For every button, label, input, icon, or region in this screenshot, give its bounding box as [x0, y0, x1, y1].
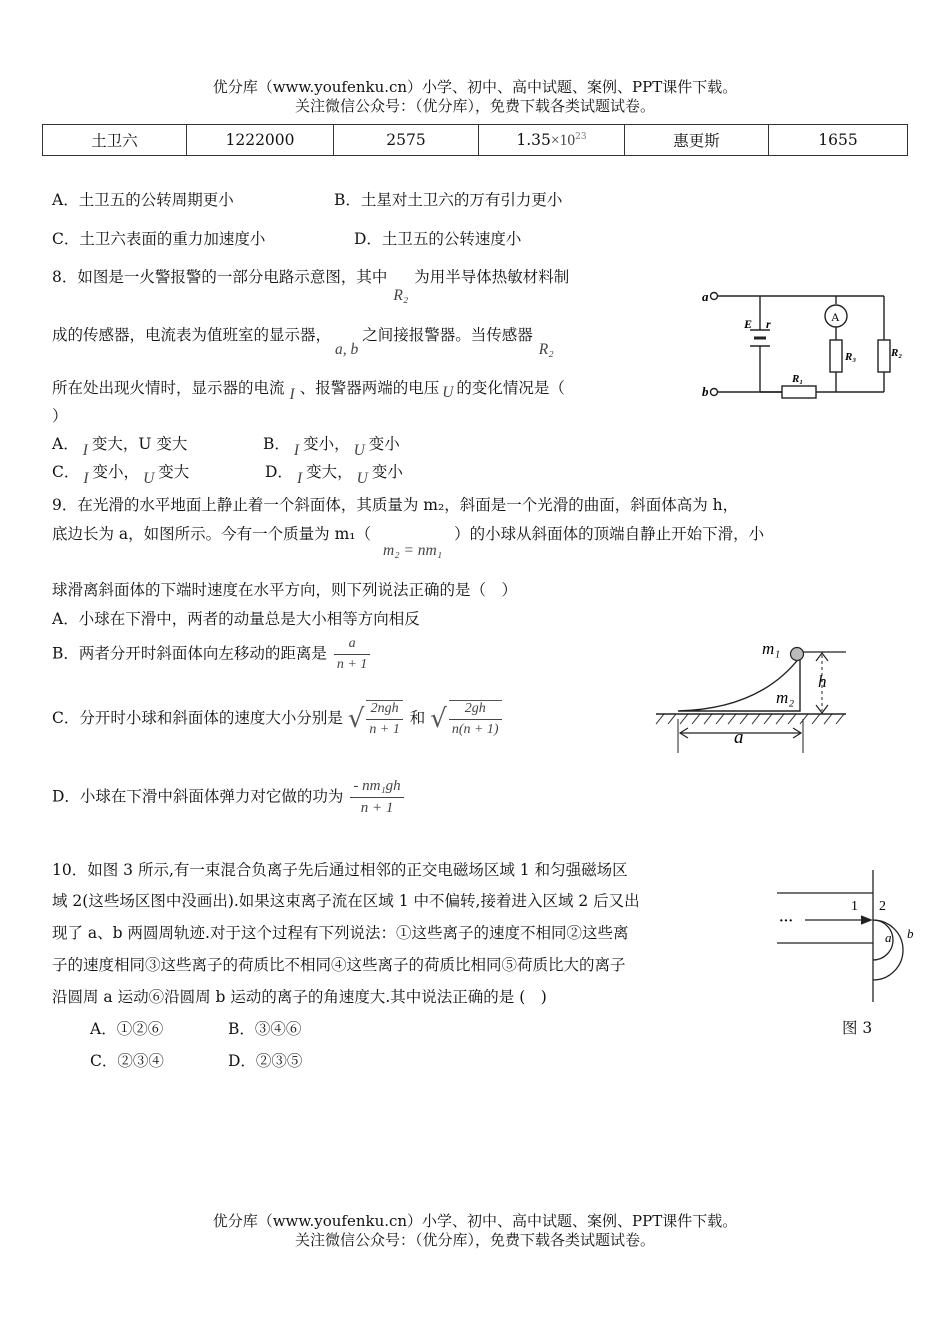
q8-line-1: 8．如图是一火警报警的一部分电路示意图，其中R₂为用半导体热敏材料制 — [52, 268, 570, 304]
m2-label: m₂ — [776, 688, 795, 707]
track-b-label: b — [907, 926, 914, 941]
header-line-2: 关注微信公众号：（优分库），免费下载各类试题试卷。 — [294, 97, 655, 115]
q8-option-d: D． I 变大， U 变小 — [265, 463, 403, 487]
fraction: $\frac{\text{2ngh}}{n + 1}$ — [366, 700, 402, 738]
q10-option-b: B．③④⑥ — [228, 1020, 302, 1038]
q10-line-2: 域 2(这些场区图中没画出).如果这束离子流在区域 1 中不偏转,接着进入区域 2 后又出 — [52, 892, 640, 910]
r2-label: R₂ — [891, 347, 903, 359]
fraction: $\frac{\text{- nm₁gh}}{n + 1}$ — [350, 778, 403, 817]
q8-line-4: ） — [52, 407, 68, 425]
q9-line-2: 底边长为 a，如图所示。今有一个质量为 m₁（m₂ = nm₁）的小球从斜面体的顶端自静止开始下滑，小 — [52, 525, 765, 559]
m1-label: m₁ — [762, 639, 781, 658]
terminal-a-label: a — [702, 289, 709, 304]
q9-line-3: 球滑离斜面体的下端时速度在水平方向，则下列说法正确的是（ ） — [52, 581, 518, 599]
q9-option-d: D．小球在下滑中斜面体弹力对它做的功为 $\frac{\text{- nm₁gh}}{n + 1}$ — [52, 778, 406, 817]
track-a-label: a — [885, 930, 892, 945]
q8-line-3: 所在处出现火情时，显示器的电流 I 、报警器两端的电压 U 的变化情况是（ — [52, 379, 565, 403]
q7-option-b: B．土星对土卫六的万有引力更小 — [334, 191, 563, 209]
r3-label: R₃ — [845, 351, 857, 363]
ion-track-figure — [775, 868, 925, 1008]
table-row — [43, 125, 908, 156]
footer-line-1: 优分库（www.youfenku.cn）小学、初中、高中试题、案例、PPT课件下载。 — [212, 1212, 738, 1230]
table-cell-mass: $1.35\times 10^{23}$ — [479, 125, 625, 156]
emf-label: E — [744, 317, 753, 331]
q7-option-c: C．土卫六表面的重力加速度小 — [52, 230, 266, 248]
table-cell: 1655 — [769, 125, 908, 156]
q7-option-a: A．土卫五的公转周期更小 — [52, 191, 234, 209]
q10-line-3: 现了 a、b 两圆周轨迹.对于这个过程有下列说法：①这些离子的速度不相同②这些离 — [52, 924, 629, 942]
q8-line-2: 成的传感器，电流表为值班室的显示器，a, b之间接报警器。当传感器R₂ — [52, 326, 554, 358]
ion-beam-dots: ··· — [779, 914, 794, 929]
table-cell: 惠更斯 — [625, 125, 769, 156]
circuit-diagram — [700, 282, 903, 407]
q10-line-5: 沿圆周 a 运动⑥沿圆周 b 运动的离子的角速度大.其中说法正确的是 ( ) — [52, 988, 547, 1006]
region-1-label: 1 — [851, 899, 858, 914]
q10-option-a: A．①②⑥ — [90, 1020, 164, 1038]
page-footer — [0, 1212, 950, 1250]
q10-line-4: 子的速度相同③这些离子的荷质比不相同④这些离子的荷质比相同⑤荷质比大的离子 — [52, 956, 626, 974]
q10-line-1: 10．如图 3 所示,有一束混合负离子先后通过相邻的正交电磁场区域 1 和匀强磁场区 — [52, 861, 628, 879]
table-cell: 2575 — [334, 125, 479, 156]
satellite-table — [42, 124, 908, 156]
h-label: h — [818, 672, 827, 691]
q8-option-a: A． I 变大，U 变大 — [52, 435, 188, 459]
ball-icon — [791, 648, 804, 661]
header-line-1: 优分库（www.youfenku.cn）小学、初中、高中试题、案例、PPT课件下载。 — [212, 78, 738, 96]
footer-line-2: 关注微信公众号：（优分库），免费下载各类试题试卷。 — [294, 1231, 655, 1249]
fraction: $\frac{2gh}{n(n + 1)}$ — [449, 700, 502, 738]
terminal-b-label: b — [702, 384, 709, 399]
q7-option-d: D．土卫五的公转速度小 — [354, 230, 522, 248]
q8-option-c: C． I 变小， U 变大 — [52, 463, 190, 487]
fraction: $\frac{a}{n + 1}$ — [334, 636, 370, 673]
ammeter-label: A — [831, 310, 840, 324]
internal-resistance-label: r — [766, 317, 771, 331]
page-header — [0, 78, 950, 116]
region-2-label: 2 — [879, 899, 886, 914]
q10-option-c: C．②③④ — [90, 1052, 164, 1070]
table-cell: 土卫六 — [43, 125, 187, 156]
q9-option-c: C．分开时小球和斜面体的速度大小分别是 √ $\frac{\text{2ngh}}{n + 1}$ 和 √ $\frac{2gh}{n(n + 1)}$ — [52, 700, 504, 738]
q8-option-b: B． I 变小， U 变小 — [263, 435, 400, 459]
q9-option-a: A．小球在下滑中，两者的动量总是大小相等方向相反 — [52, 610, 420, 628]
q9-line-1: 9．在光滑的水平地面上静止着一个斜面体，其质量为 m₂，斜面是一个光滑的曲面，斜面体高为 h， — [52, 496, 739, 514]
figure-3-caption: 图 3 — [842, 1019, 873, 1037]
table-cell: 1222000 — [187, 125, 334, 156]
q9-option-b: B．两者分开时斜面体向左移动的距离是 $\frac{a}{n + 1}$ — [52, 636, 372, 673]
q10-option-d: D．②③⑤ — [228, 1052, 303, 1070]
r1-label: R₁ — [792, 373, 804, 385]
a-label: a — [734, 727, 744, 748]
incline-figure — [650, 635, 850, 760]
